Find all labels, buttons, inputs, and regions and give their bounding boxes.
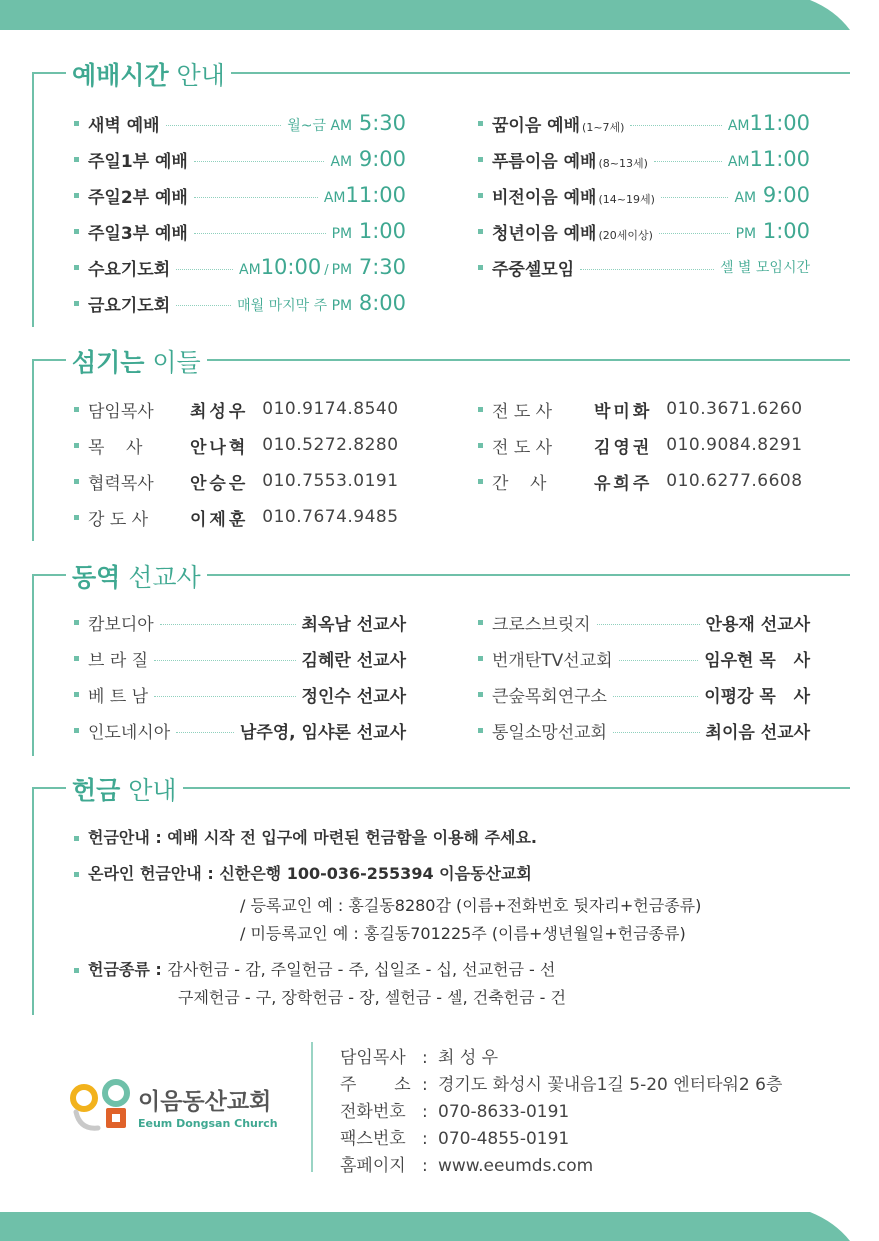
staff-row <box>74 469 399 493</box>
worship-time-prefix: AM <box>727 118 750 134</box>
worship-row <box>478 183 810 207</box>
dot-leader <box>160 624 296 625</box>
missionary-name: 최옥남 선교사 <box>301 614 406 635</box>
worship-time-prefix: PM <box>735 226 757 242</box>
worship-time-prefix: AM <box>323 190 346 206</box>
worship-time: 10:00 <box>260 255 322 279</box>
dot-leader <box>194 197 318 198</box>
worship-time-prefix: AM <box>734 190 757 206</box>
mission-row <box>74 646 406 670</box>
bullet <box>74 728 79 733</box>
dot-leader <box>619 660 699 661</box>
staff-row <box>74 433 399 457</box>
worship-label: 수요기도회 <box>88 259 171 280</box>
cell-group-row <box>478 255 810 279</box>
info-row: 팩스번호 : 070-4855-0191 <box>340 1124 569 1149</box>
dot-leader <box>613 732 700 733</box>
staff-role: 협력목사 <box>88 473 154 494</box>
worship-label: 주중셀모임 <box>492 259 575 280</box>
dot-leader <box>166 125 282 126</box>
bullet <box>74 656 79 661</box>
worship-time: 1:00 <box>762 219 810 243</box>
worship-row <box>74 183 406 207</box>
offering-types <box>74 957 555 980</box>
worship-row <box>74 219 406 243</box>
worship-label: 푸름이음 예배 (8~13세) <box>492 151 648 172</box>
bullet <box>74 157 79 162</box>
info-key: 담임목사 <box>340 1048 406 1068</box>
staff-row <box>74 397 399 421</box>
bullet <box>74 836 79 841</box>
info-key: 전화번호 <box>340 1102 406 1122</box>
worship-time-prefix: PM <box>331 262 353 278</box>
dot-leader <box>194 233 326 234</box>
mission-place: 통일소망선교회 <box>492 722 607 743</box>
section-bracket <box>32 574 34 756</box>
worship-time-prefix: 매월 마지막 주 PM <box>237 298 353 314</box>
info-value: 070-4855-0191 <box>438 1129 570 1149</box>
worship-section-title <box>66 56 231 92</box>
dot-leader <box>613 696 698 697</box>
staff-row <box>478 433 803 457</box>
dot-leader <box>597 624 700 625</box>
mission-place: 인도네시아 <box>88 722 171 743</box>
mission-row <box>74 610 406 634</box>
age-range: (8~13세) <box>598 156 648 170</box>
bullet <box>478 265 483 270</box>
mission-row <box>478 718 810 742</box>
bullet <box>74 515 79 520</box>
title-bold: 예배시간 <box>72 61 169 90</box>
mission-place: 캄보디아 <box>88 614 154 635</box>
staff-role: 간 사 <box>492 473 547 494</box>
cell-group-time: 셀 별 모임시간 <box>719 260 810 276</box>
staff-phone: 010.7674.9485 <box>262 507 399 527</box>
worship-label: 주일2부 예배 <box>88 187 188 208</box>
offering-types-line2: 구제헌금 - 구, 장학헌금 - 장, 셀헌금 - 셀, 건축헌금 - 건 <box>178 988 566 1007</box>
bullet <box>74 121 79 126</box>
church-name-logo: 이음동산교회 <box>138 1089 272 1115</box>
worship-time: 11:00 <box>345 183 406 207</box>
worship-time-prefix: AM <box>330 154 353 170</box>
worship-label: 주일1부 예배 <box>88 151 188 172</box>
mission-row <box>478 610 810 634</box>
worship-time: 11:00 <box>749 147 810 171</box>
info-value: 070-8633-0191 <box>438 1102 570 1122</box>
worship-time-prefix: AM <box>239 262 261 278</box>
online-offering-label: 온라인 헌금안내 : <box>88 864 220 883</box>
offering-notice <box>74 825 537 848</box>
bullet <box>478 443 483 448</box>
info-key: 홈페이지 <box>340 1156 406 1176</box>
worship-time-prefix: 월~금 AM <box>287 118 353 134</box>
bullet <box>478 728 483 733</box>
worship-label: 청년이음 예배 (20세이상) <box>492 223 653 244</box>
title-bold: 헌금 <box>72 776 121 805</box>
nonmember-example: / 미등록교인 예 : 홍길동701225주 (이름+생년월일+헌금종류) <box>240 924 686 943</box>
bullet <box>74 229 79 234</box>
staff-row <box>74 505 399 529</box>
staff-role: 전 도 사 <box>492 437 553 458</box>
church-logo-icon <box>70 1078 134 1136</box>
missionary-name: 정인수 선교사 <box>301 686 406 707</box>
staff-name: 안나혁 <box>190 437 249 458</box>
bullet <box>74 193 79 198</box>
worship-row <box>74 111 406 135</box>
info-key: 주 소 <box>340 1075 411 1095</box>
worship-time: 5:30 <box>358 111 406 135</box>
staff-phone: 010.9084.8291 <box>666 435 803 455</box>
dot-leader <box>580 269 714 270</box>
bullet <box>74 968 79 973</box>
dot-leader <box>194 161 325 162</box>
offering-types-line1: 감사헌금 - 감, 주일헌금 - 주, 십일조 - 십, 선교헌금 - 선 <box>167 960 556 979</box>
wednesday-prayer-row <box>74 255 406 279</box>
info-value: 최 성 우 <box>438 1048 499 1068</box>
staff-role: 목 사 <box>88 437 143 458</box>
dot-leader <box>654 161 722 162</box>
mission-place: 크로스브릿지 <box>492 614 591 635</box>
worship-label: 비전이음 예배 (14~19세) <box>492 187 655 208</box>
worship-time-prefix: PM <box>331 226 353 242</box>
info-row: 주 소 : 경기도 화성시 꽃내음1길 5-20 엔터타워2 6층 <box>340 1070 782 1095</box>
dot-leader <box>630 125 721 126</box>
missionary-name: 최이음 선교사 <box>705 722 810 743</box>
title-bold: 섬기는 <box>72 348 145 377</box>
staff-phone: 010.7553.0191 <box>262 471 399 491</box>
worship-time: 9:00 <box>762 183 810 207</box>
bullet <box>478 121 483 126</box>
staff-section-title <box>66 343 207 379</box>
mission-place: 베 트 남 <box>88 686 149 707</box>
staff-role: 강 도 사 <box>88 509 149 530</box>
bullet <box>74 620 79 625</box>
dot-leader <box>176 305 231 306</box>
staff-name: 김영권 <box>594 437 653 458</box>
member-example: / 등록교인 예 : 홍길동8280감 (이름+전화번호 뒷자리+헌금종류) <box>240 896 702 915</box>
missionary-name: 김혜란 선교사 <box>301 650 406 671</box>
info-row: 홈페이지 : www.eeumds.com <box>340 1151 593 1176</box>
mission-place: 큰숲목회연구소 <box>492 686 607 707</box>
bullet <box>74 407 79 412</box>
bullet <box>478 193 483 198</box>
title-rest: 선교사 <box>120 563 201 592</box>
missionary-name: 안용재 선교사 <box>705 614 810 635</box>
title-rest: 안내 <box>168 61 225 90</box>
section-bracket <box>32 359 34 541</box>
bottom-band <box>0 1212 879 1241</box>
staff-name: 이제훈 <box>190 509 249 530</box>
age-range: (14~19세) <box>598 192 655 206</box>
worship-row <box>478 111 810 135</box>
missionary-name: 남주영, 임샤론 선교사 <box>239 722 406 743</box>
worship-time: 7:30 <box>358 255 406 279</box>
bullet <box>478 479 483 484</box>
worship-time: 8:00 <box>358 291 406 315</box>
mission-place: 번개탄TV선교회 <box>492 650 613 671</box>
bullet <box>74 301 79 306</box>
dot-leader <box>154 696 295 697</box>
staff-phone: 010.5272.8280 <box>262 435 399 455</box>
staff-row <box>478 397 803 421</box>
bullet <box>74 479 79 484</box>
section-bracket <box>32 787 34 1015</box>
age-range: (20세이상) <box>598 228 653 242</box>
staff-row <box>478 469 803 493</box>
bullet <box>478 620 483 625</box>
bullet <box>478 656 483 661</box>
mission-row <box>478 682 810 706</box>
age-range: (1~7세) <box>582 120 625 134</box>
bullet <box>74 265 79 270</box>
dot-leader <box>661 197 729 198</box>
mission-row <box>478 646 810 670</box>
worship-label: 금요기도회 <box>88 295 171 316</box>
staff-phone: 010.9174.8540 <box>262 399 399 419</box>
title-rest: 안내 <box>120 776 177 805</box>
offering-section-title <box>66 771 183 807</box>
bullet <box>478 407 483 412</box>
title-bold: 동역 <box>72 563 121 592</box>
dot-leader <box>659 233 730 234</box>
bullet <box>478 229 483 234</box>
bullet <box>74 443 79 448</box>
mission-row <box>74 718 406 742</box>
staff-name: 안승은 <box>190 473 249 494</box>
staff-role: 담임목사 <box>88 401 154 422</box>
offering-notice-text: 헌금안내 : 예배 시작 전 입구에 마련된 헌금함을 이용해 주세요. <box>88 828 538 847</box>
info-key: 팩스번호 <box>340 1129 406 1149</box>
worship-time: 11:00 <box>749 111 810 135</box>
staff-phone: 010.3671.6260 <box>666 399 803 419</box>
worship-label: 주일3부 예배 <box>88 223 188 244</box>
staff-phone: 010.6277.6608 <box>666 471 803 491</box>
staff-role: 전 도 사 <box>492 401 553 422</box>
staff-name: 박미화 <box>594 401 653 422</box>
friday-prayer-row <box>74 291 406 315</box>
mission-row <box>74 682 406 706</box>
worship-row <box>478 219 810 243</box>
bullet <box>478 157 483 162</box>
bullet <box>478 692 483 697</box>
worship-time: 9:00 <box>358 147 406 171</box>
info-value: 경기도 화성시 꽃내음1길 5-20 엔터타워2 6층 <box>438 1075 783 1095</box>
bullet <box>74 692 79 697</box>
staff-name: 최성우 <box>190 401 249 422</box>
worship-row <box>74 147 406 171</box>
dot-leader <box>176 269 233 270</box>
info-row: 담임목사 : 최 성 우 <box>340 1043 498 1068</box>
worship-label: 새벽 예배 <box>88 115 160 136</box>
bank-account: 신한은행 100-036-255394 이음동산교회 <box>219 864 532 883</box>
footer-divider <box>311 1042 313 1172</box>
online-offering <box>74 861 532 884</box>
homepage-link[interactable]: www.eeumds.com <box>438 1156 594 1176</box>
missionary-name: 임우현 목 사 <box>704 650 810 671</box>
title-rest: 이들 <box>144 348 201 377</box>
time-separator: / <box>324 263 329 278</box>
dot-leader <box>176 732 234 733</box>
offering-types-label: 헌금종류 : <box>88 960 168 979</box>
mission-place: 브 라 질 <box>88 650 149 671</box>
dot-leader <box>154 660 295 661</box>
section-bracket <box>32 72 34 327</box>
worship-time: 1:00 <box>358 219 406 243</box>
worship-time-prefix: AM <box>727 154 750 170</box>
staff-name: 유희주 <box>594 473 653 494</box>
missions-section-title <box>66 558 207 594</box>
worship-label: 꿈이음 예배 (1~7세) <box>492 115 625 136</box>
worship-row <box>478 147 810 171</box>
missionary-name: 이평강 목 사 <box>704 686 810 707</box>
top-band <box>0 0 879 30</box>
info-row: 전화번호 : 070-8633-0191 <box>340 1097 569 1122</box>
bullet <box>74 872 79 877</box>
church-name-english: Eeum Dongsan Church <box>138 1117 278 1130</box>
